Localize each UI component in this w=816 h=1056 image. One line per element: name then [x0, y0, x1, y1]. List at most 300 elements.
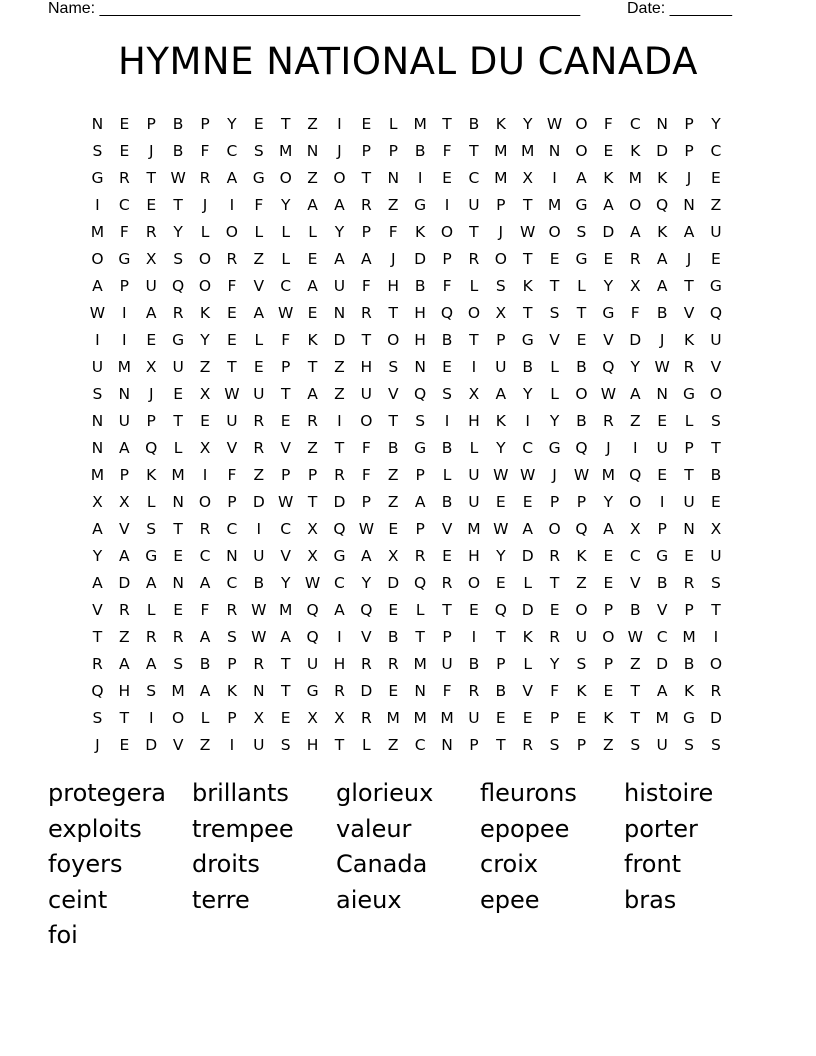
grid-letter[interactable]: I	[122, 304, 127, 322]
grid-letter[interactable]: U	[656, 736, 668, 754]
grid-letter[interactable]: V	[280, 547, 291, 565]
grid-letter[interactable]: E	[442, 169, 452, 187]
grid-letter[interactable]: T	[469, 142, 479, 160]
grid-letter[interactable]: G	[414, 439, 427, 457]
grid-letter[interactable]: E	[603, 547, 614, 565]
grid-letter[interactable]: O	[467, 574, 481, 592]
grid-letter[interactable]: P	[684, 601, 694, 619]
grid-letter[interactable]: G	[548, 439, 561, 457]
grid-letter[interactable]: K	[683, 331, 695, 349]
grid-letter[interactable]: O	[440, 223, 454, 241]
grid-letter[interactable]: U	[118, 412, 131, 430]
grid-letter[interactable]: G	[602, 304, 615, 322]
grid-letter[interactable]: M	[171, 682, 185, 700]
grid-letter[interactable]: E	[549, 601, 560, 619]
grid-letter[interactable]: O	[198, 250, 212, 268]
grid-letter[interactable]: G	[521, 331, 534, 349]
grid-letter[interactable]: O	[548, 520, 561, 538]
grid-letter[interactable]: B	[172, 115, 184, 133]
grid-letter[interactable]: U	[306, 655, 319, 673]
grid-letter[interactable]: P	[146, 115, 156, 133]
grid-letter[interactable]: O	[387, 331, 400, 349]
grid-letter[interactable]: E	[253, 115, 264, 133]
grid-letter[interactable]: E	[576, 331, 587, 349]
grid-letter[interactable]: R	[602, 412, 614, 430]
grid-letter[interactable]: A	[253, 304, 265, 322]
grid-letter[interactable]: J	[659, 331, 665, 349]
grid-letter[interactable]: X	[307, 709, 318, 727]
grid-letter[interactable]: Z	[253, 466, 265, 484]
grid-letter[interactable]: A	[656, 277, 668, 295]
grid-letter[interactable]: E	[522, 709, 533, 727]
grid-letter[interactable]: F	[630, 304, 640, 322]
grid-letter[interactable]: T	[280, 655, 291, 673]
grid-letter[interactable]: O	[629, 196, 642, 214]
grid-letter[interactable]: E	[603, 142, 614, 160]
grid-letter[interactable]: Z	[387, 736, 399, 754]
grid-letter[interactable]: N	[656, 115, 668, 133]
grid-letter[interactable]: Y	[496, 439, 506, 457]
grid-letter[interactable]: P	[496, 196, 506, 214]
grid-letter[interactable]: T	[173, 520, 183, 538]
grid-letter[interactable]: T	[469, 223, 479, 241]
grid-letter[interactable]: N	[656, 385, 668, 403]
grid-letter[interactable]: D	[414, 250, 427, 268]
grid-letter[interactable]: C	[656, 628, 668, 646]
grid-letter[interactable]: B	[468, 115, 480, 133]
grid-letter[interactable]: J	[552, 466, 557, 484]
grid-letter[interactable]: X	[629, 277, 641, 295]
grid-letter[interactable]: V	[629, 574, 641, 592]
grid-letter[interactable]: T	[280, 115, 291, 133]
grid-letter[interactable]: A	[361, 250, 372, 268]
grid-letter[interactable]: K	[630, 142, 641, 160]
grid-letter[interactable]: T	[92, 628, 103, 646]
grid-letter[interactable]: T	[280, 385, 291, 403]
grid-letter[interactable]: M	[413, 709, 427, 727]
grid-letter[interactable]: V	[549, 331, 560, 349]
grid-letter[interactable]: E	[603, 250, 614, 268]
grid-letter[interactable]: Y	[280, 574, 291, 592]
grid-letter[interactable]: T	[361, 331, 372, 349]
grid-letter[interactable]: N	[252, 682, 265, 700]
grid-letter[interactable]: X	[307, 547, 318, 565]
grid-letter[interactable]: U	[468, 466, 480, 484]
grid-letter[interactable]: T	[522, 196, 533, 214]
grid-letter[interactable]: Q	[414, 574, 427, 592]
grid-letter[interactable]: Q	[494, 601, 507, 619]
grid-letter[interactable]: B	[522, 358, 534, 376]
grid-letter[interactable]: C	[226, 520, 238, 538]
grid-letter[interactable]: I	[632, 439, 638, 457]
grid-letter[interactable]: X	[307, 520, 318, 538]
grid-letter[interactable]: T	[280, 682, 291, 700]
grid-letter[interactable]: Q	[629, 466, 642, 484]
grid-letter[interactable]: T	[307, 358, 318, 376]
grid-letter[interactable]: C	[280, 520, 292, 538]
grid-letter[interactable]: T	[227, 358, 237, 376]
grid-letter[interactable]: F	[442, 142, 452, 160]
grid-letter[interactable]: I	[471, 628, 477, 646]
grid-letter[interactable]: S	[146, 520, 157, 538]
grid-letter[interactable]: U	[495, 358, 507, 376]
grid-letter[interactable]: I	[337, 628, 342, 646]
grid-letter[interactable]: B	[683, 655, 695, 673]
grid-letter[interactable]: T	[469, 331, 479, 349]
grid-letter[interactable]: C	[710, 142, 722, 160]
grid-letter[interactable]: R	[226, 250, 238, 268]
grid-letter[interactable]: A	[522, 520, 533, 538]
grid-letter[interactable]: A	[334, 196, 345, 214]
grid-letter[interactable]: K	[657, 169, 668, 187]
grid-letter[interactable]: E	[280, 412, 291, 430]
grid-letter[interactable]: B	[495, 682, 507, 700]
grid-letter[interactable]: E	[173, 547, 184, 565]
grid-letter[interactable]: J	[686, 169, 692, 187]
grid-letter[interactable]: W	[546, 115, 563, 133]
grid-letter[interactable]: W	[278, 304, 294, 322]
grid-letter[interactable]: Z	[119, 628, 130, 646]
grid-letter[interactable]: E	[146, 196, 157, 214]
grid-letter[interactable]: G	[145, 547, 158, 565]
grid-letter[interactable]: Y	[227, 115, 237, 133]
grid-letter[interactable]: G	[333, 547, 346, 565]
grid-letter[interactable]: O	[709, 655, 723, 673]
grid-letter[interactable]: P	[361, 142, 372, 160]
grid-letter[interactable]: D	[521, 601, 534, 619]
grid-letter[interactable]: E	[522, 493, 533, 511]
grid-letter[interactable]: T	[173, 412, 183, 430]
grid-letter[interactable]: L	[469, 277, 479, 295]
grid-letter[interactable]: B	[629, 601, 641, 619]
grid-letter[interactable]: B	[387, 628, 399, 646]
grid-letter[interactable]: P	[227, 493, 237, 511]
grid-letter[interactable]: P	[388, 142, 398, 160]
grid-letter[interactable]: R	[468, 250, 480, 268]
grid-letter[interactable]: R	[145, 628, 157, 646]
grid-letter[interactable]: G	[91, 169, 104, 187]
grid-letter[interactable]: K	[576, 682, 587, 700]
grid-letter[interactable]: A	[92, 520, 103, 538]
grid-letter[interactable]: L	[308, 223, 317, 241]
grid-letter[interactable]: P	[684, 142, 694, 160]
grid-letter[interactable]: V	[710, 358, 722, 376]
grid-letter[interactable]: Z	[387, 493, 399, 511]
grid-letter[interactable]: Z	[307, 169, 318, 187]
grid-letter[interactable]: Z	[334, 358, 345, 376]
grid-letter[interactable]: T	[684, 277, 694, 295]
grid-letter[interactable]: W	[304, 574, 321, 592]
grid-letter[interactable]: B	[172, 142, 184, 160]
grid-letter[interactable]: S	[92, 385, 103, 403]
grid-letter[interactable]: K	[522, 628, 533, 646]
grid-letter[interactable]: M	[90, 466, 105, 484]
grid-letter[interactable]: N	[91, 412, 104, 430]
grid-letter[interactable]: I	[417, 169, 423, 187]
grid-letter[interactable]: A	[334, 601, 345, 619]
grid-letter[interactable]: D	[360, 682, 373, 700]
grid-letter[interactable]: B	[656, 574, 668, 592]
grid-letter[interactable]: P	[307, 466, 318, 484]
grid-letter[interactable]: S	[711, 412, 721, 430]
grid-letter[interactable]: E	[657, 466, 668, 484]
grid-letter[interactable]: S	[495, 277, 506, 295]
grid-letter[interactable]: J	[202, 196, 208, 214]
grid-letter[interactable]: R	[253, 655, 265, 673]
grid-letter[interactable]: G	[172, 331, 185, 349]
grid-letter[interactable]: B	[576, 412, 587, 430]
grid-letter[interactable]: D	[629, 331, 642, 349]
grid-letter[interactable]: X	[199, 385, 211, 403]
grid-letter[interactable]: O	[575, 385, 588, 403]
grid-letter[interactable]: A	[145, 655, 157, 673]
grid-letter[interactable]: M	[278, 142, 293, 160]
grid-letter[interactable]: Q	[306, 628, 319, 646]
grid-letter[interactable]: U	[226, 412, 238, 430]
grid-letter[interactable]: P	[576, 736, 587, 754]
grid-letter[interactable]: Q	[656, 196, 669, 214]
grid-letter[interactable]: I	[95, 196, 100, 214]
grid-letter[interactable]: P	[684, 439, 694, 457]
grid-letter[interactable]: Q	[145, 439, 158, 457]
grid-letter[interactable]: X	[253, 709, 265, 727]
grid-letter[interactable]: V	[656, 601, 668, 619]
grid-letter[interactable]: L	[200, 709, 210, 727]
grid-letter[interactable]: A	[576, 169, 587, 187]
grid-letter[interactable]: J	[498, 223, 504, 241]
grid-letter[interactable]: S	[253, 142, 264, 160]
grid-letter[interactable]: P	[496, 331, 506, 349]
grid-letter[interactable]: E	[307, 250, 318, 268]
grid-letter[interactable]: L	[523, 655, 533, 673]
grid-letter[interactable]: C	[226, 574, 238, 592]
grid-letter[interactable]: D	[333, 493, 346, 511]
grid-letter[interactable]: P	[415, 466, 425, 484]
grid-letter[interactable]: D	[145, 736, 158, 754]
grid-letter[interactable]: P	[576, 493, 587, 511]
grid-letter[interactable]: R	[468, 682, 480, 700]
grid-letter[interactable]: Y	[173, 223, 183, 241]
grid-letter[interactable]: A	[656, 682, 668, 700]
grid-letter[interactable]: M	[601, 466, 616, 484]
grid-letter[interactable]: E	[469, 601, 479, 619]
grid-letter[interactable]: L	[254, 331, 264, 349]
grid-letter[interactable]: T	[307, 493, 318, 511]
grid-letter[interactable]: S	[630, 736, 641, 754]
grid-letter[interactable]: T	[119, 709, 130, 727]
grid-letter[interactable]: E	[442, 358, 452, 376]
grid-letter[interactable]: N	[172, 574, 184, 592]
grid-letter[interactable]: M	[278, 601, 293, 619]
grid-letter[interactable]: Y	[334, 223, 345, 241]
grid-letter[interactable]: C	[226, 142, 238, 160]
grid-letter[interactable]: S	[576, 655, 587, 673]
grid-letter[interactable]: X	[468, 385, 480, 403]
grid-letter[interactable]: C	[118, 196, 130, 214]
grid-letter[interactable]: T	[146, 169, 156, 187]
grid-letter[interactable]: Z	[629, 655, 641, 673]
grid-letter[interactable]: I	[471, 358, 477, 376]
grid-letter[interactable]: F	[119, 223, 129, 241]
grid-letter[interactable]: R	[145, 223, 157, 241]
grid-letter[interactable]: F	[227, 466, 237, 484]
grid-letter[interactable]: E	[280, 709, 291, 727]
grid-letter[interactable]: T	[549, 574, 560, 592]
grid-letter[interactable]: R	[172, 304, 184, 322]
grid-letter[interactable]: S	[173, 655, 184, 673]
grid-letter[interactable]: V	[172, 736, 184, 754]
grid-letter[interactable]: L	[550, 358, 559, 376]
grid-letter[interactable]: E	[711, 493, 721, 511]
grid-letter[interactable]: G	[118, 250, 131, 268]
grid-letter[interactable]: L	[200, 223, 210, 241]
grid-letter[interactable]: Z	[387, 466, 399, 484]
grid-letter[interactable]: O	[333, 169, 346, 187]
grid-letter[interactable]: H	[387, 277, 400, 295]
grid-letter[interactable]: R	[549, 547, 560, 565]
grid-letter[interactable]: I	[444, 196, 450, 214]
grid-letter[interactable]: A	[603, 520, 614, 538]
grid-letter[interactable]: V	[92, 601, 103, 619]
grid-letter[interactable]: K	[199, 304, 211, 322]
grid-letter[interactable]: T	[549, 277, 560, 295]
grid-letter[interactable]: F	[200, 142, 210, 160]
grid-letter[interactable]: R	[683, 574, 695, 592]
grid-letter[interactable]: H	[360, 358, 373, 376]
grid-letter[interactable]: B	[656, 304, 668, 322]
grid-letter[interactable]: W	[170, 169, 186, 187]
grid-letter[interactable]: V	[387, 385, 399, 403]
grid-letter[interactable]: S	[711, 574, 721, 592]
grid-letter[interactable]: C	[468, 169, 480, 187]
grid-letter[interactable]: L	[523, 574, 533, 592]
grid-letter[interactable]: D	[709, 709, 722, 727]
grid-letter[interactable]: E	[253, 358, 264, 376]
grid-letter[interactable]: Z	[576, 574, 587, 592]
grid-letter[interactable]: K	[603, 169, 614, 187]
grid-letter[interactable]: E	[119, 142, 130, 160]
grid-letter[interactable]: O	[494, 250, 507, 268]
grid-letter[interactable]: G	[575, 196, 588, 214]
grid-letter[interactable]: K	[307, 331, 318, 349]
grid-letter[interactable]: R	[629, 250, 641, 268]
grid-letter[interactable]: R	[199, 169, 211, 187]
grid-letter[interactable]: N	[441, 736, 453, 754]
grid-letter[interactable]: P	[657, 520, 667, 538]
grid-letter[interactable]: P	[603, 601, 614, 619]
grid-letter[interactable]: Z	[307, 115, 318, 133]
grid-letter[interactable]: F	[361, 439, 371, 457]
grid-letter[interactable]: P	[442, 628, 452, 646]
grid-letter[interactable]: Y	[522, 115, 533, 133]
grid-letter[interactable]: S	[280, 736, 291, 754]
grid-letter[interactable]: R	[549, 628, 560, 646]
grid-letter[interactable]: O	[225, 223, 238, 241]
grid-letter[interactable]: R	[710, 682, 722, 700]
grid-letter[interactable]: A	[119, 439, 130, 457]
grid-letter[interactable]: B	[441, 493, 453, 511]
grid-letter[interactable]: X	[387, 547, 399, 565]
grid-letter[interactable]: Z	[199, 358, 211, 376]
grid-letter[interactable]: R	[360, 196, 372, 214]
grid-letter[interactable]: C	[522, 439, 534, 457]
grid-letter[interactable]: B	[710, 466, 722, 484]
grid-letter[interactable]: I	[229, 736, 235, 754]
grid-letter[interactable]: S	[711, 736, 721, 754]
grid-letter[interactable]: Y	[496, 547, 506, 565]
grid-letter[interactable]: X	[199, 439, 211, 457]
grid-letter[interactable]: E	[495, 493, 506, 511]
grid-letter[interactable]: O	[467, 304, 481, 322]
grid-letter[interactable]: L	[577, 277, 586, 295]
grid-letter[interactable]: A	[603, 196, 614, 214]
grid-letter[interactable]: D	[656, 142, 669, 160]
grid-letter[interactable]: U	[710, 223, 722, 241]
grid-letter[interactable]: E	[173, 385, 184, 403]
grid-letter[interactable]: E	[227, 304, 237, 322]
grid-letter[interactable]: O	[198, 277, 212, 295]
grid-letter[interactable]: K	[495, 115, 506, 133]
grid-letter[interactable]: P	[549, 493, 560, 511]
grid-letter[interactable]: J	[148, 385, 154, 403]
grid-letter[interactable]: C	[629, 547, 641, 565]
grid-letter[interactable]: L	[362, 736, 371, 754]
grid-letter[interactable]: E	[495, 709, 506, 727]
grid-letter[interactable]: F	[361, 277, 371, 295]
grid-letter[interactable]: D	[602, 223, 615, 241]
grid-letter[interactable]: H	[306, 736, 319, 754]
grid-letter[interactable]: M	[90, 223, 105, 241]
grid-letter[interactable]: G	[252, 169, 265, 187]
grid-letter[interactable]: U	[253, 547, 265, 565]
grid-letter[interactable]: L	[442, 466, 452, 484]
grid-letter[interactable]: O	[709, 385, 723, 403]
grid-letter[interactable]: O	[279, 169, 292, 187]
grid-letter[interactable]: Z	[199, 736, 211, 754]
grid-letter[interactable]: E	[711, 250, 721, 268]
grid-letter[interactable]: S	[549, 736, 560, 754]
grid-letter[interactable]: H	[118, 682, 131, 700]
grid-letter[interactable]: H	[333, 655, 346, 673]
grid-letter[interactable]: U	[253, 736, 265, 754]
grid-letter[interactable]: V	[119, 520, 130, 538]
grid-letter[interactable]: F	[361, 466, 371, 484]
grid-letter[interactable]: O	[575, 115, 588, 133]
grid-letter[interactable]: Q	[602, 358, 615, 376]
grid-letter[interactable]: W	[493, 466, 509, 484]
grid-letter[interactable]: W	[600, 385, 617, 403]
grid-letter[interactable]: R	[334, 682, 345, 700]
grid-letter[interactable]: A	[280, 628, 291, 646]
grid-letter[interactable]: R	[334, 466, 345, 484]
grid-letter[interactable]: T	[630, 709, 640, 727]
grid-letter[interactable]: N	[91, 439, 104, 457]
grid-letter[interactable]: L	[281, 223, 290, 241]
grid-letter[interactable]: U	[575, 628, 588, 646]
grid-letter[interactable]: Q	[333, 520, 346, 538]
grid-letter[interactable]: V	[522, 682, 533, 700]
grid-letter[interactable]: A	[656, 250, 668, 268]
grid-letter[interactable]: L	[388, 115, 398, 133]
grid-letter[interactable]: T	[496, 736, 506, 754]
grid-letter[interactable]: M	[171, 466, 185, 484]
grid-letter[interactable]: C	[629, 115, 641, 133]
grid-letter[interactable]: X	[119, 493, 130, 511]
grid-letter[interactable]: O	[172, 709, 185, 727]
grid-letter[interactable]: Y	[200, 331, 210, 349]
grid-letter[interactable]: K	[522, 277, 533, 295]
grid-letter[interactable]: L	[415, 601, 425, 619]
